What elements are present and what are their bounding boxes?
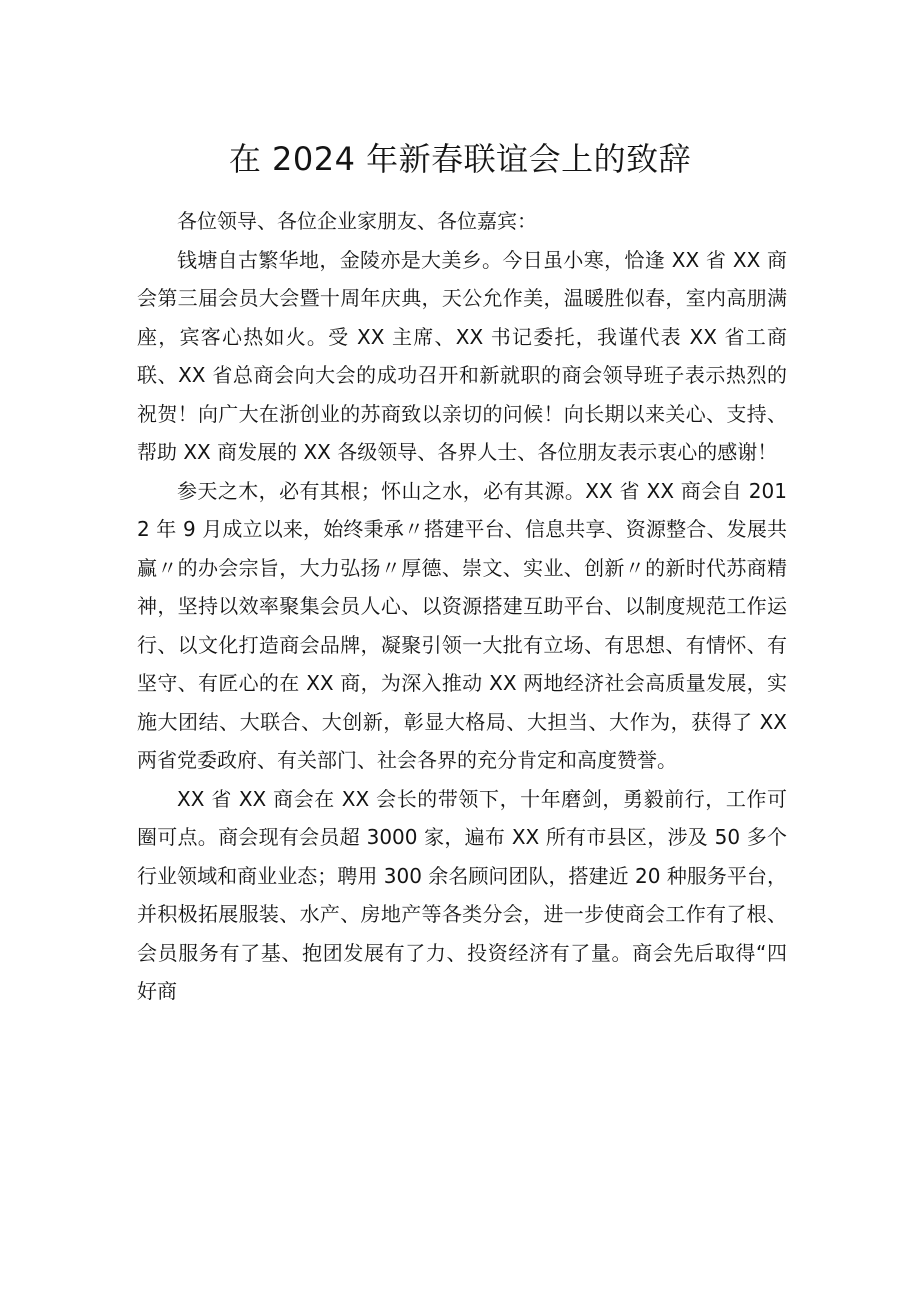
salutation-paragraph: 各位领导、各位企业家朋友、各位嘉宾： xyxy=(177,209,537,233)
document-title: 在 2024 年新春联谊会上的致辞 xyxy=(228,140,692,178)
body-paragraph: XX 省 XX 商会在 XX 会长的带领下，十年磨剑，勇毅前行，工作可圈可点。商会现有会员超 3000 家，遍布 XX 所有市县区，涉及 50 多个行业领域和商业业态；聘用 300 余名顾问团队，搭建近 20 种服务平台，并积极拓展服装、水产、房地产等各类分会，进一步使商会工作有了根、会员服务有了基、抱团发展有了力、投资经济有了量。商会先后取得“四好商 xyxy=(137,786,787,1003)
document-body xyxy=(137,202,787,1011)
body-paragraph: 参天之木，必有其根；怀山之水，必有其源。XX 省 XX 商会自 2012 年 9 月成立以来，始终秉承〃搭建平台、信息共享、资源整合、发展共赢〃的办会宗旨，大力弘扬〃厚德、崇文、实业、创新〃的新时代苏商精神，坚持以效率聚集会员人心、以资源搭建互助平台、以制度规范工作运行、以文化打造商会品牌，凝聚引领一大批有立场、有思想、有情怀、有坚守、有匠心的在 XX 商，为深入推动 XX 两地经济社会高质量发展，实施大团结、大联合、大创新，彰显大格局、大担当、大作为，获得了 XX 两省党委政府、有关部门、社会各界的充分肯定和高度赞誉。 xyxy=(137,478,787,772)
body-paragraph: 钱塘自古繁华地，金陵亦是大美乡。今日虽小寒，恰逢 XX 省 XX 商会第三届会员大会暨十周年庆典，天公允作美，温暖胜似春，室内高朋满座，宾客心热如火。受 XX 主席、XX 书记委托，我谨代表 XX 省工商联、XX 省总商会向大会的成功召开和新就职的商会领导班子表示热烈的祝贺！向广大在浙创业的苏商致以亲切的问候！向长期以来关心、支持、帮助 XX 商发展的 XX 各级领导、各界人士、各位朋友表示衷心的感谢！ xyxy=(137,247,787,464)
